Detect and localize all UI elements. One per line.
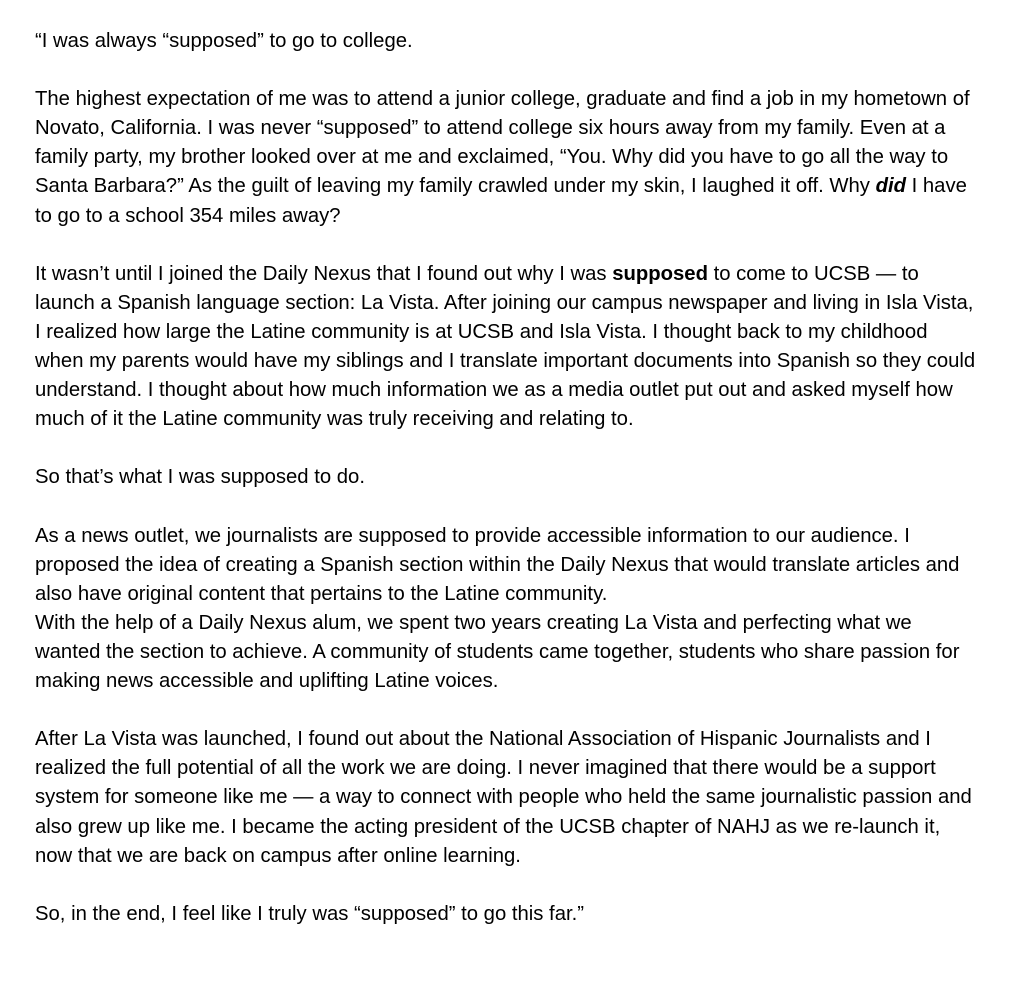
paragraph-conclusion: So, in the end, I feel like I truly was “supposed” to go this far.” — [35, 902, 584, 925]
emphasis-did: did — [875, 175, 906, 198]
document-body — [35, 27, 980, 958]
paragraph-nahj: After La Vista was launched, I found out about the National Association of Hispanic Journalists and I realized the full potential of all the work we are doing. I never imagined that there would be a support system for someone like me — a way to connect with people who held the same journalistic passion and also grew up like me. I became the acting president of the UCSB chapter of NAHJ as we re-launch it, now that we are back on campus after online learning. — [35, 728, 972, 867]
paragraph-news-outlet: As a news outlet, we journalists are supposed to provide accessible information to our audience. I proposed the idea of creating a Spanish section within the Daily Nexus that would translate articles and also have original content that pertains to the Latine community. — [35, 524, 960, 605]
paragraph-daily-nexus-text-after: to come to UCSB — to launch a Spanish language section: La Vista. After joining our campus newspaper and living in Isla Vista, I realized how large the Latine community is at UCSB and Isla Vista. I thought back to my childhood when my parents would have my siblings and I translate important documents into Spanish so they could understand. I thought about how much information we as a media outlet put out and asked myself how much of it the Latine community was truly receiving and relating to. — [35, 262, 976, 431]
paragraph-intro: “I was always “supposed” to go to college. — [35, 30, 413, 52]
paragraph-purpose: So that’s what I was supposed to do. — [35, 466, 365, 489]
paragraph-expectations-text-before: The highest expectation of me was to attend a junior college, graduate and find a job in my hometown of Novato, California. I was never “supposed” to attend college six hours away from my family. Even at a family party, my brother looked over at me and exclaimed, “You. Why did you have to go all the way to Santa Barbara?” As the guilt of leaving my family crawled under my skin, I laughed it off. Why — [35, 88, 970, 198]
emphasis-supposed: supposed — [612, 262, 708, 285]
paragraph-daily-nexus-text-before: It wasn’t until I joined the Daily Nexus that I found out why I was — [35, 262, 613, 285]
paragraph-la-vista-creation: With the help of a Daily Nexus alum, we spent two years creating La Vista and perfecting what we wanted the section to achieve. A community of students came together, students who share passion for making news accessible and uplifting Latine voices. — [35, 611, 960, 693]
paragraph-daily-nexus — [35, 260, 980, 435]
paragraph-expectations — [35, 85, 980, 230]
paragraph-expectations-text-after: I have to go to a school 354 miles away? — [35, 175, 967, 227]
